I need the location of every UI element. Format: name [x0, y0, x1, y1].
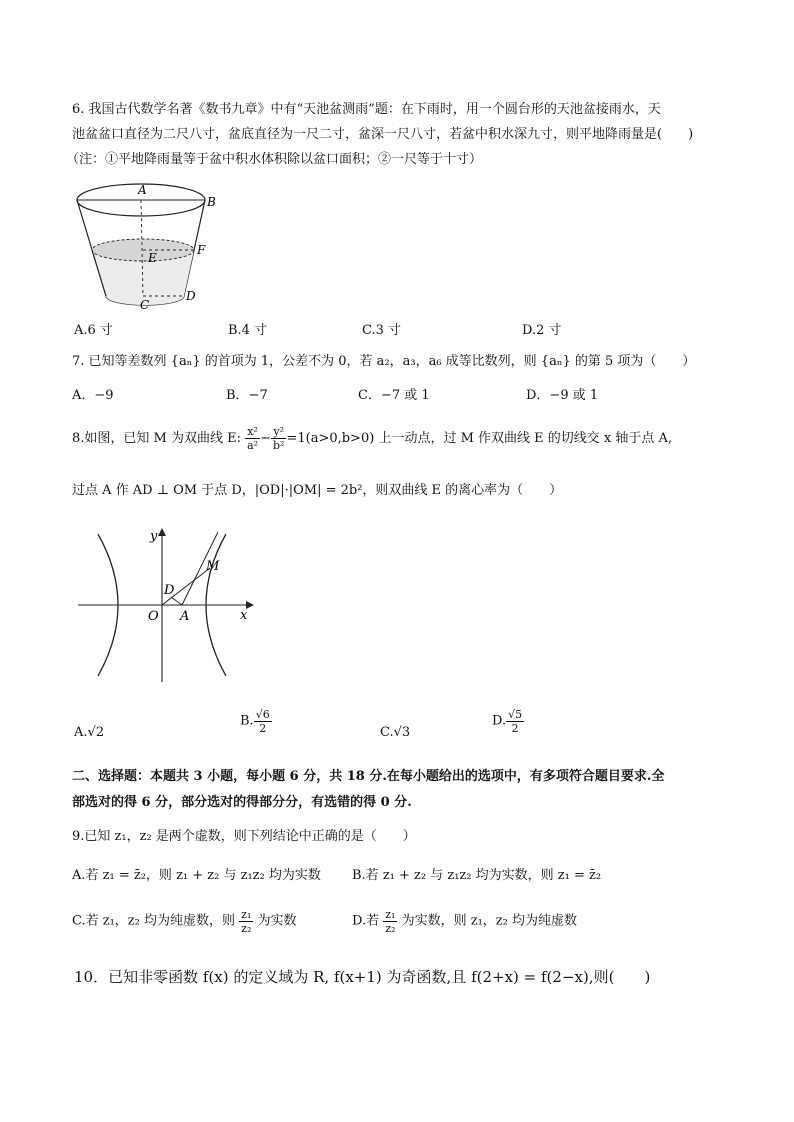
- q8-text-pre: 8.如图，已知 M 为双曲线 E:: [72, 431, 241, 446]
- q6-text-line1: 6. 我国古代数学名著《数书九章》中有“天池盆测雨”题：在下雨时，用一个圆台形的天池盆接雨水，天: [72, 102, 661, 117]
- q9-option-d-pre: D.若: [352, 913, 380, 929]
- q8-option-d-num: √5: [508, 708, 523, 721]
- q8-option-a: [74, 722, 104, 744]
- fig6-label-b: B: [207, 195, 216, 209]
- q7-option-c: C．−7 或 1: [358, 388, 430, 403]
- fig8-label-d: D: [164, 583, 175, 598]
- q6-option-c: C.3 寸: [362, 323, 402, 338]
- fig8-label-a: A: [180, 609, 190, 624]
- fig6-label-d: D: [186, 289, 196, 303]
- q8-frac-x-den: a²: [247, 439, 259, 452]
- fig8-label-o: O: [148, 609, 159, 624]
- hyperbola-figure: [78, 524, 258, 682]
- q6-note: （注：①平地降雨量等于盆中积水体积除以盆口面积；②一尺等于十寸）: [66, 152, 483, 167]
- frustum-basin-figure: [70, 172, 220, 314]
- q8-text-post: 上一动点，过 M 作双曲线 E 的切线交 x 轴于点 A,: [378, 431, 673, 446]
- q8-option-c-label: C.: [380, 725, 394, 740]
- fig6-label-c: C: [140, 298, 150, 312]
- q9-option-c-pre: C.若 z₁，z₂ 均为纯虚数，则: [72, 913, 236, 929]
- q8-frac-y-den: b²: [273, 439, 285, 452]
- q8-option-d-label: D.: [492, 713, 507, 729]
- q8-option-b-den: 2: [259, 722, 267, 735]
- q8-option-d-frac: [506, 708, 524, 735]
- fig8-label-x: x: [240, 608, 248, 623]
- q9-option-c-post: 为实数: [257, 913, 297, 929]
- q9-option-c-num: z₁: [241, 908, 252, 921]
- q8-option-d: [492, 708, 524, 735]
- q9-option-d-num: z₁: [385, 908, 396, 921]
- q9-text: 9.已知 z₁，z₂ 是两个虚数，则下列结论中正确的是（ ）: [72, 829, 416, 844]
- section2-heading-line2: 部选对的得 6 分，部分选对的得部分分，有选错的得 0 分.: [72, 795, 412, 810]
- q8-frac-x: [245, 425, 260, 452]
- q9-option-d-frac: [383, 908, 397, 935]
- q6-option-b: B.4 寸: [228, 323, 268, 338]
- q6-option-d: D.2 寸: [522, 323, 562, 338]
- q8-option-d-den: 2: [511, 722, 519, 735]
- q9-option-d: [352, 908, 577, 935]
- q9-option-a: A.若 z₁ = z̄₂，则 z₁ + z₂ 与 z₁z₂ 均为实数: [72, 868, 321, 883]
- q8-option-a-label: A.: [74, 725, 88, 740]
- q6-option-a: A.6 寸: [74, 323, 113, 338]
- q9-option-d-den: z₂: [385, 922, 396, 935]
- q7-option-b: B．−7: [226, 388, 268, 403]
- q10-text: 10．已知非零函数 f(x) 的定义域为 R, f(x+1) 为奇函数,且 f(2+x) = f(2−x),则( ): [74, 968, 651, 986]
- q8-option-c-value: √3: [393, 725, 411, 740]
- fig6-label-e: E: [148, 251, 157, 265]
- section2-heading-line1: 二、选择题：本题共 3 小题，每小题 6 分，共 18 分.在每小题给出的选项中，有多项符合题目要求.全: [72, 769, 665, 784]
- q8-text-line1: 8.如图，已知 M 为双曲线 E: $\frac{\text{x²}}{\text{a²}}$ − $\frac{\text{y²}}{\text{b²}}$ =1(a>0,b>0) 上一动点，过 M 作双曲线 E 的切线交 x 轴于点 A,: [72, 425, 673, 452]
- q8-frac-y: [271, 425, 286, 452]
- q7-text: 7. 已知等差数列 {aₙ} 的首项为 1，公差不为 0，若 a₂，a₃，a₆ 成等比数列，则 {aₙ} 的第 5 项为（ ）: [72, 354, 696, 369]
- q9-option-c-den: z₂: [241, 922, 252, 935]
- q8-option-b-frac: [254, 708, 272, 735]
- q8-option-a-value: √2: [87, 725, 105, 740]
- q8-frac-x-num: x²: [245, 425, 260, 439]
- q8-text-line2: 过点 A 作 AD ⊥ OM 于点 D，|OD|·|OM| = 2b²，则双曲线 E 的离心率为（ ）: [72, 483, 563, 498]
- q9-option-b: B.若 z₁ + z₂ 与 z₁z₂ 均为实数，则 z₁ = z̄₂: [352, 868, 602, 883]
- q8-option-b-label: B.: [240, 713, 254, 729]
- q9-option-d-post: 为实数，则 z₁，z₂ 均为纯虚数: [401, 913, 577, 929]
- q8-frac-y-num: y²: [271, 425, 286, 439]
- q7-option-d: D．−9 或 1: [526, 388, 599, 403]
- q8-option-b-num: √6: [255, 708, 270, 721]
- q6-text-line2: 池盆盆口直径为二尺八寸，盆底直径为一尺二寸，盆深一尺八寸，若盆中积水深九寸，则平地降雨量是( ): [72, 127, 694, 142]
- q8-option-c: [380, 722, 410, 744]
- q9-option-c: [72, 908, 297, 935]
- fig6-label-f: F: [197, 243, 206, 257]
- q8-eq-rest: =1(a>0,b>0): [286, 431, 375, 446]
- fig6-label-a: A: [138, 183, 147, 197]
- q8-option-b: [240, 708, 272, 735]
- q7-option-a: A．−9: [72, 388, 114, 403]
- q9-option-c-frac: [239, 908, 253, 935]
- fig8-label-y: y: [150, 529, 158, 544]
- fig8-label-m: M: [206, 559, 220, 574]
